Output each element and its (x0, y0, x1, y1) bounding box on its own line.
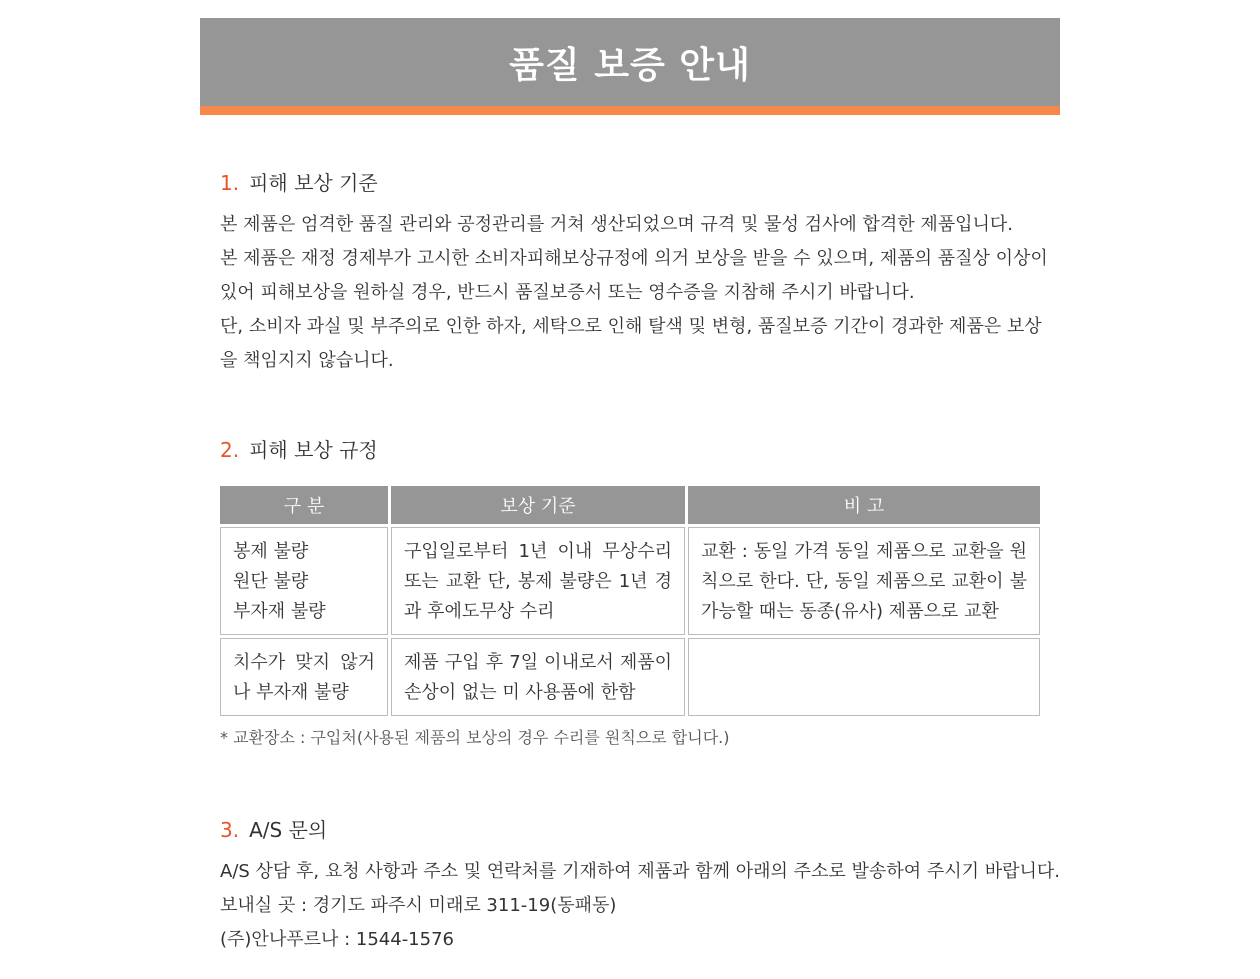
column-header-remark: 비 고 (688, 486, 1040, 524)
section-heading (220, 167, 1040, 196)
section-title: A/S 문의 (249, 818, 328, 842)
exchange-place-note: * 교환장소 : 구입처(사용된 제품의 보상의 경우 수리를 원칙으로 합니다.) (220, 728, 730, 747)
quality-guarantee-page (200, 18, 1060, 957)
page-title: 품질 보증 안내 (509, 44, 751, 86)
contact-phone: (주)안나푸르나 : 1544-1576 (220, 929, 454, 950)
section-title: 피해 보상 규정 (249, 438, 378, 462)
compensation-table (217, 483, 1043, 719)
section-as-inquiry (220, 814, 1060, 957)
body-line: 본 제품은 재정 경제부가 고시한 소비자피해보상규정에 의거 보상을 받을 수 있으며, 제품의 품질상 이상이 (220, 248, 1048, 269)
column-header-category: 구 분 (220, 486, 388, 524)
standard-cell: 구입일로부터 1년 이내 무상수리 또는 교환 단, 봉제 불량은 1년 경과 후에도무상 수리 (391, 527, 685, 635)
body-line: 본 제품은 엄격한 품질 관리와 공정관리를 거쳐 생산되었으며 규격 및 물성 검사에 합격한 제품입니다. (220, 214, 1014, 235)
section-number: 1. (220, 171, 240, 195)
section-compensation-criteria (220, 167, 1048, 378)
category-cell (220, 638, 388, 716)
shipping-address: 보내실 곳 : 경기도 파주시 미래로 311-19(동패동) (220, 895, 617, 916)
content (200, 167, 1060, 957)
category-item: 부자재 불량 (233, 601, 326, 622)
section-title: 피해 보상 기준 (249, 171, 378, 195)
category-item: 봉제 불량 (233, 541, 309, 562)
category-item: 치수가 맞지 않거나 부자재 불량 (233, 652, 375, 703)
body-line: A/S 상담 후, 요청 사항과 주소 및 연락처를 기재하여 제품과 함께 아래의 주소로 발송하여 주시기 바랍니다. (220, 861, 1060, 882)
section-number: 2. (220, 438, 240, 462)
section-heading (220, 434, 1040, 463)
section-number: 3. (220, 818, 240, 842)
category-item: 원단 불량 (233, 571, 309, 592)
table-row (220, 638, 1040, 716)
section-compensation-rules (220, 434, 1040, 748)
standard-cell: 제품 구입 후 7일 이내로서 제품이 손상이 없는 미 사용품에 한함 (391, 638, 685, 716)
table-row (220, 527, 1040, 635)
body-line: 단, 소비자 과실 및 부주의로 인한 하자, 세탁으로 인해 탈색 및 변형, 품질보증 기간이 경과한 제품은 보상 (220, 316, 1042, 337)
column-header-standard: 보상 기준 (391, 486, 685, 524)
section-body (220, 208, 1048, 378)
section-heading (220, 814, 1040, 843)
title-banner (200, 18, 1060, 115)
table-header-row (220, 486, 1040, 524)
section-body (220, 855, 1060, 957)
remark-cell: 교환 : 동일 가격 동일 제품으로 교환을 원칙으로 한다. 단, 동일 제품으로 교환이 불가능할 때는 동종(유사) 제품으로 교환 (688, 527, 1040, 635)
body-line: 을 책임지지 않습니다. (220, 350, 394, 371)
body-line: 있어 피해보상을 원하실 경우, 반드시 품질보증서 또는 영수증을 지참해 주시기 바랍니다. (220, 282, 915, 303)
remark-cell (688, 638, 1040, 716)
category-cell (220, 527, 388, 635)
